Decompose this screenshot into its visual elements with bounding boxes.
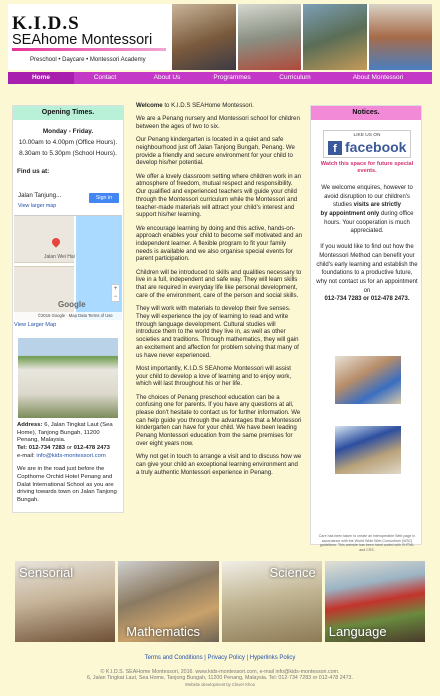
main-nav <box>8 72 432 84</box>
tel-1: 012-734 7283 <box>28 445 66 452</box>
site-header <box>8 4 432 70</box>
appointment-bold: by appointment only <box>320 211 380 218</box>
address-label: Address: <box>17 422 43 428</box>
map-footer: ©2016 Google · Map Data Terms of Use <box>14 312 122 320</box>
view-larger-map-link[interactable]: View Larger Map <box>14 322 57 328</box>
google-logo: Google <box>58 300 86 309</box>
footer-policy-links[interactable]: Terms and Conditions | Privacy Policy | Hyperlinks Policy <box>144 655 296 661</box>
tel-or: or <box>65 445 74 452</box>
address-block <box>17 422 121 505</box>
logo-name: SEAhome Montessori <box>12 32 153 48</box>
facebook-like-text: LIKE US ON <box>353 133 381 138</box>
notice-photo-1 <box>335 356 401 404</box>
visit-paragraph: Why not get in touch to arrange a visit and to discuss how we can give your child an exceptional learning environment and a truly authentic Montessori experience in Penang. <box>136 453 302 476</box>
google-map[interactable] <box>14 188 122 320</box>
map-place-name: Jalan Tanjung... <box>18 192 62 199</box>
facebook-note: Watch this space for future special events. <box>320 161 414 174</box>
header-photo <box>303 4 367 70</box>
map-zoom-control[interactable]: + − <box>111 284 120 302</box>
opening-times-panel <box>12 105 124 513</box>
skills-paragraph: Children will be introduced to skills and qualities necessary to live in a full, independent and safe way. They will learn skills that are required in everyday life like personal development, care of the environment, care of the person and social skills. <box>136 268 302 299</box>
header-photo <box>172 4 236 70</box>
header-photo <box>238 4 302 70</box>
nav-about-montessori[interactable]: About Montessori <box>352 74 404 81</box>
choices-paragraph: The choices of Penang preschool education can be a confusing one for parents. If you have any questions at all, please don't hesitate to contact us for further information. We can help guide you through the advantages that a Montessori kindergarten can have for your child. We have been leading Penang Montessori education from the same premises for over eight years now. <box>136 393 302 447</box>
school-hours: 8.30am to 5.30pm (School Hours). <box>19 150 117 157</box>
school-building-photo <box>18 338 118 418</box>
nav-contact[interactable]: Contact <box>93 74 117 81</box>
visit-notice-bold: visits are strictly <box>353 202 402 209</box>
map-view-larger-link[interactable]: View larger map <box>18 203 57 209</box>
site-footer <box>0 655 440 687</box>
gallery-label-sensorial: Sensorial <box>19 565 74 580</box>
footer-copyright: © K.I.D.S. SEAHome Montessori, 2016. www.kids-montessori.com, e-mail info@kids-montessori.com. <box>100 668 340 675</box>
map-road-label: Jalan Wei Hai <box>44 254 75 260</box>
find-us-label: Find us at: <box>17 168 50 175</box>
welcome-strong: Welcome <box>136 102 163 109</box>
contact-notice-text: If you would like to find out how the Montessori Method can benefit your child's early learning and establish the foundations to a productive future, why not contact us for an appointment on <box>316 244 418 294</box>
directions-text: We are in the road just before the Copthorne Orchid Hotel Penang and Dalat International School as you are driving towards town on Jalan Tanjong Bungah. <box>17 466 117 504</box>
gallery-sensorial[interactable] <box>15 561 115 642</box>
footer-developer: Website development by Clover Khoo <box>185 681 255 687</box>
nav-curriculum[interactable]: Curriculum <box>279 74 311 81</box>
tel-label: Tel: <box>17 445 28 452</box>
visit-notice-text: We welcome enquires, however to avoid disruption to our children's studies <box>321 185 413 209</box>
email-link[interactable]: info@kids-montessori.com <box>36 452 106 459</box>
notices-title: Notices. <box>311 106 421 120</box>
love-of-learning-paragraph: Most importantly, K.I.D.S SEAhome Montessori will assist your child to develop a love of learning and to enjoy work, which will last throughout his or her life. <box>136 364 292 388</box>
visit-notice <box>316 184 418 304</box>
gallery-label-mathematics: Mathematics <box>126 623 200 639</box>
office-hours: 10.00am to 4.00pm (Office Hours). <box>18 139 118 146</box>
nav-about-us[interactable]: About Us <box>153 74 181 81</box>
main-content <box>136 102 302 557</box>
classroom-paragraph: We offer a lovely classroom setting where children work in an atmosphere of freedom, mutual respect and responsibility. Our qualified and experienced teachers will guide your child through the Montessori curriculum while the Montessori and teacher-made materials will attract your child's interest and support his/her learning. <box>136 172 302 219</box>
opening-days: Monday - Friday. <box>42 128 94 135</box>
contact-phones: 012-734 7283 or 012-478 2473. <box>324 296 410 303</box>
gallery-language[interactable] <box>325 561 425 642</box>
gallery-label-language: Language <box>328 623 387 639</box>
appointment-text: during office hours. Your cooperation is much appreciated. <box>324 211 414 235</box>
intro-paragraph: We are a Penang nursery and Montessori school for children between the ages of two to six. <box>136 115 300 130</box>
logo-kids-text: K.I.D.S <box>12 13 80 34</box>
logo-underline <box>12 48 166 51</box>
address-text: 6, Jalan Tingkat Laut (Sea Home), Tanjong Bungah, 11200 Penang, Malaysia. <box>17 422 113 444</box>
location-paragraph: Our Penang kindergarten is located in a quiet and safe neighbourhood just off Jalan Tanjong Bungah, Penang. We provide a friendly and secure environment for your child to develop his/her potential. <box>136 136 295 167</box>
nav-home[interactable]: Home <box>8 72 74 84</box>
header-photo <box>369 4 433 70</box>
facebook-button[interactable] <box>323 130 411 158</box>
learning-paragraph: We encourage learning by doing and this active, hands-on-approach enables your child to become self motivated and an independent learner. A flexible program to fit your family needs is available and we also organise special events for parent participation. <box>136 224 302 263</box>
nav-programmes[interactable]: Programmes <box>213 74 251 81</box>
gallery-mathematics[interactable] <box>118 561 218 642</box>
curriculum-gallery <box>15 561 425 642</box>
notice-photo-2 <box>335 426 401 474</box>
notices-panel <box>310 105 422 553</box>
opening-times-title: Opening Times. <box>13 106 123 120</box>
map-sign-in-button[interactable]: Sign in <box>89 193 119 203</box>
header-photo-strip <box>172 4 432 70</box>
senses-paragraph: They will work with materials to develop their five senses. They will experience the joy of learning to read and write through language development. Cultural studies will introduce them to the world they live in, as well as other societies and traditions. Through mathematics, they will gain an excitement and affection for problem solving that many of us have never experienced. <box>136 305 299 359</box>
gallery-science[interactable] <box>222 561 322 642</box>
welcome-text: to K.I.D.S SEAHome Montessori. <box>162 102 254 109</box>
facebook-icon: f <box>328 141 342 155</box>
w3c-note: Care has been taken to create an interoperable Web page in accordance with the World Wide Web Consortium (W3C) guidelines. This website has been hand coded with XHTML and CSS. <box>318 534 416 553</box>
footer-address: 6, Jalan Tingkat Laut, Sea Home, Tanjong Bungah, 11200 Penang, Malaysia. Tel: 012-734 7283 or 012-478 2473. <box>87 675 353 682</box>
email-label: e-mail: <box>17 452 35 459</box>
tel-2: 012-478 2473 <box>73 445 110 452</box>
map-pin-icon <box>50 236 61 247</box>
logo-tagline: Preschool • Daycare • Montessori Academy <box>30 57 146 63</box>
gallery-label-science: Science <box>269 565 316 580</box>
facebook-wordmark: facebook <box>345 139 407 155</box>
